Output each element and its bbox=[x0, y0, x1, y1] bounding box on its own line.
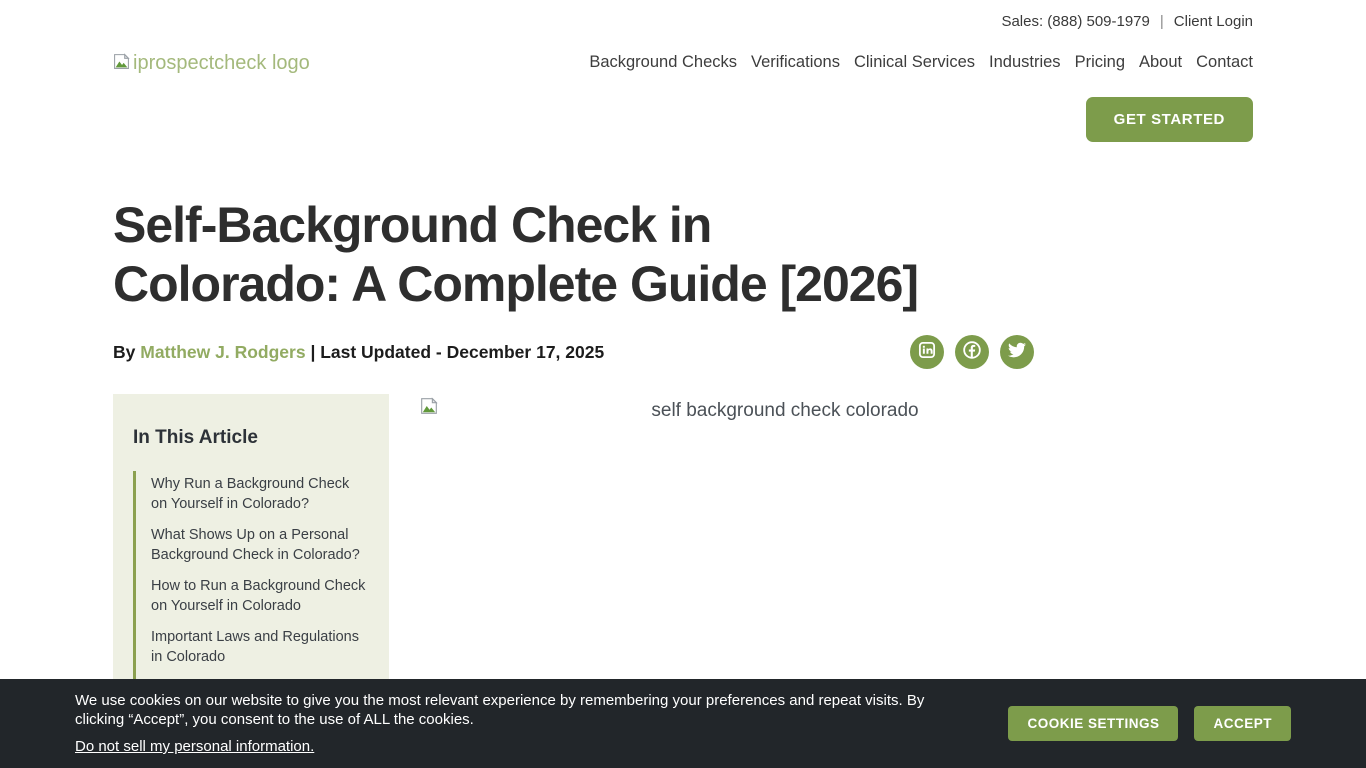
logo-link[interactable] bbox=[113, 52, 310, 75]
facebook-share-button[interactable] bbox=[955, 335, 989, 369]
hero-image-alt-text: self background check colorado bbox=[651, 400, 919, 421]
toc-link-laws-regulations[interactable]: Important Laws and Regulations in Colorado bbox=[151, 629, 359, 665]
cookie-message: We use cookies on our website to give you the most relevant experience by remembering your preferences and repeat visits. By clicking “Accept”, you consent to the use of ALL the cookies. bbox=[75, 692, 925, 728]
toc-item bbox=[151, 627, 369, 667]
nav-clinical-services[interactable]: Clinical Services bbox=[853, 53, 976, 71]
cookie-banner bbox=[0, 679, 1366, 768]
broken-image-icon bbox=[420, 397, 438, 420]
toc-item bbox=[151, 525, 369, 565]
toc-heading: In This Article bbox=[133, 427, 258, 448]
cookie-settings-button[interactable]: COOKIE SETTINGS bbox=[1008, 706, 1178, 741]
page-title-line1: Self-Background Check in bbox=[113, 197, 712, 253]
client-login-link[interactable]: Client Login bbox=[1173, 13, 1253, 30]
social-share-row bbox=[910, 335, 1034, 369]
toc-item bbox=[151, 576, 369, 616]
topbar-separator: | bbox=[1159, 13, 1164, 30]
main-nav bbox=[589, 53, 1253, 72]
byline-date: | Last Updated - December 17, 2025 bbox=[310, 341, 605, 362]
sales-phone-link[interactable]: Sales: (888) 509-1979 bbox=[1001, 13, 1150, 30]
nav-verifications[interactable]: Verifications bbox=[751, 53, 840, 71]
author-link[interactable]: Matthew J. Rodgers bbox=[140, 341, 306, 362]
facebook-icon bbox=[962, 340, 982, 365]
get-started-button[interactable]: GET STARTED bbox=[1086, 97, 1253, 142]
nav-pricing[interactable]: Pricing bbox=[1074, 53, 1125, 71]
toc-link-why-run[interactable]: Why Run a Background Check on Yourself in Colorado? bbox=[151, 476, 350, 512]
linkedin-share-button[interactable] bbox=[910, 335, 944, 369]
cookie-accept-button[interactable]: ACCEPT bbox=[1194, 706, 1291, 741]
nav-contact[interactable]: Contact bbox=[1196, 53, 1253, 71]
byline bbox=[113, 342, 604, 363]
twitter-icon bbox=[1008, 341, 1026, 364]
logo-alt-text: iprospectcheck logo bbox=[133, 52, 310, 74]
topbar bbox=[113, 0, 1253, 30]
nav-about[interactable]: About bbox=[1139, 53, 1183, 71]
toc-item bbox=[151, 474, 369, 514]
twitter-share-button[interactable] bbox=[1000, 335, 1034, 369]
toc-link-what-shows-up[interactable]: What Shows Up on a Personal Background Check in Colorado? bbox=[151, 527, 360, 563]
page-title-line2: Colorado: A Complete Guide [2026] bbox=[113, 256, 919, 312]
page-title bbox=[113, 196, 1253, 314]
toc-link-how-to-run[interactable]: How to Run a Background Check on Yourself in Colorado bbox=[151, 578, 366, 614]
article bbox=[113, 196, 1253, 752]
site-header bbox=[113, 46, 1253, 142]
do-not-sell-link[interactable]: Do not sell my personal information. bbox=[75, 738, 315, 755]
linkedin-icon bbox=[918, 341, 936, 364]
byline-prefix: By bbox=[113, 341, 136, 362]
broken-image-icon bbox=[113, 53, 130, 75]
nav-background-checks[interactable]: Background Checks bbox=[589, 53, 737, 71]
nav-industries[interactable]: Industries bbox=[989, 53, 1061, 71]
